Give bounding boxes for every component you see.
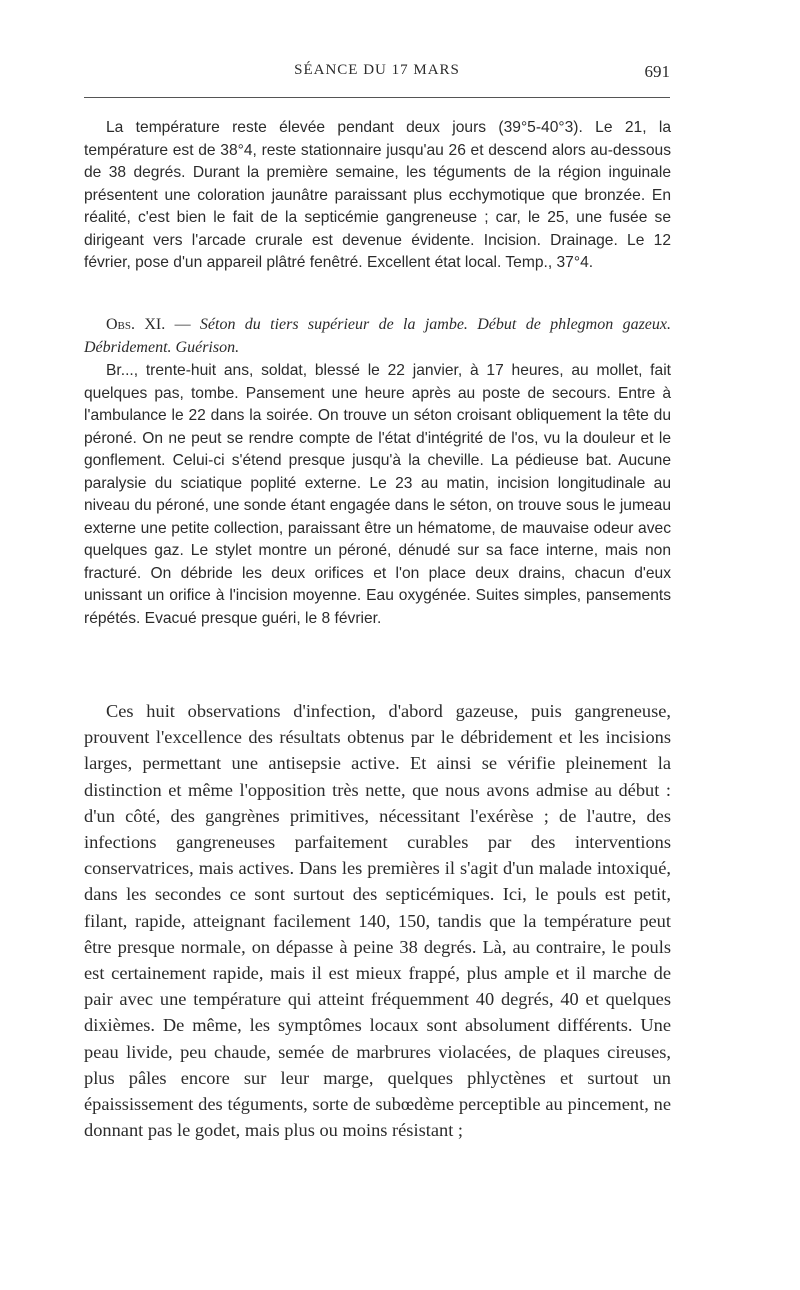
paragraph-temperature-text: La température reste élevée pendant deux jours (39°5-40°3). Le 21, la température est de 38°4, reste stationnaire jusqu'au 26 et descend alors au-dessous de 38 degrés. Durant la première semaine, les téguments de la région inguinale présentent une coloration jaunâtre paraissant plus ecchymotique que bronzée. En réalité, c'est bien le fait de la septicémie gangreneuse ; car, le 25, une fusée se dirigeant vers l'arcade crurale est devenue évidente. Incision. Drainage. Le 12 février, pose d'un appareil plâtré fenêtré. Excellent état local. Temp., 37°4. bbox=[84, 119, 671, 271]
observation-heading bbox=[84, 314, 671, 359]
observation-body-text: Br..., trente-huit ans, soldat, blessé le 22 janvier, à 17 heures, au mollet, fait quelques pas, tombe. Pansement une heure après au poste de secours. Entre à l'ambulance le 22 dans la soirée. On trouve un séton croisant obliquement la tête du péroné. On ne peut se rendre compte de l'état d'intégrité de l'os, vu la douleur et le gonflement. Celui-ci s'étend presque jusqu'à la cheville. La pédieuse bat. Aucune paralysie du sciatique poplité externe. Le 23 au matin, incision longitudinale au niveau du péroné, une sonde étant engagée dans le séton, on trouve sous le jumeau externe une petite collection, paraissant être un hématome, de mauvaise odeur avec quelques gaz. Le stylet montre un péroné, dénudé sur sa face interne, mais non fracturé. On débride les deux orifices et l'on place deux drains, chacun d'eux unissant un orifice à l'incision moyenne. Eau oxygénée. Suites simples, pansements répétés. Evacué presque guéri, le 8 février. bbox=[84, 362, 671, 627]
page-header bbox=[84, 62, 670, 84]
header-rule bbox=[84, 97, 670, 98]
paragraph-temperature bbox=[84, 117, 671, 275]
observation-label: Obs. XI. bbox=[106, 316, 166, 333]
observation-title: Séton du tiers supérieur de la jambe. Début de phlegmon gazeux. Débridement. Guérison. bbox=[84, 316, 672, 356]
page-number: 691 bbox=[644, 62, 670, 81]
observation-dash: — bbox=[165, 316, 200, 333]
paragraph-conclusion-text: Ces huit observations d'infection, d'abord gazeuse, puis gangreneuse, prouvent l'excellence des résultats obtenus par le débridement et les incisions larges, permettant une antisepsie active. Et ainsi se vérifie pleinement la distinction et même l'opposition très nette, que nous avons admise au début : d'un côté, des gangrènes primitives, nécessitant l'exérèse ; de l'autre, des infections gangreneuses parfaitement curables par des interventions conservatrices, mais actives. Dans les premières il s'agit d'un malade intoxiqué, dans les secondes ce sont surtout des septicémiques. Ici, le pouls est petit, filant, rapide, atteignant facilement 140, 150, tandis que la température peut être presque normale, on dépasse à peine 38 degrés. Là, au contraire, le pouls est certainement rapide, mais il est mieux frappé, plus ample et il marche de pair avec une température qui atteint fréquemment 40 degrés, 40 et quelques dixièmes. De même, les symptômes locaux sont absolument différents. Une peau livide, peu chaude, semée de marbrures violacées, de plaques cireuses, plus pâles encore sur leur marge, quelques phlyctènes et surtout un épaississement des téguments, sorte de subœdème perceptible au pincement, ne donnant pas le godet, mais plus ou moins résistant ; bbox=[84, 701, 671, 1141]
running-title: SÉANCE DU 17 MARS bbox=[294, 62, 460, 78]
paragraph-conclusion bbox=[84, 698, 671, 1143]
observation-body bbox=[84, 360, 671, 630]
